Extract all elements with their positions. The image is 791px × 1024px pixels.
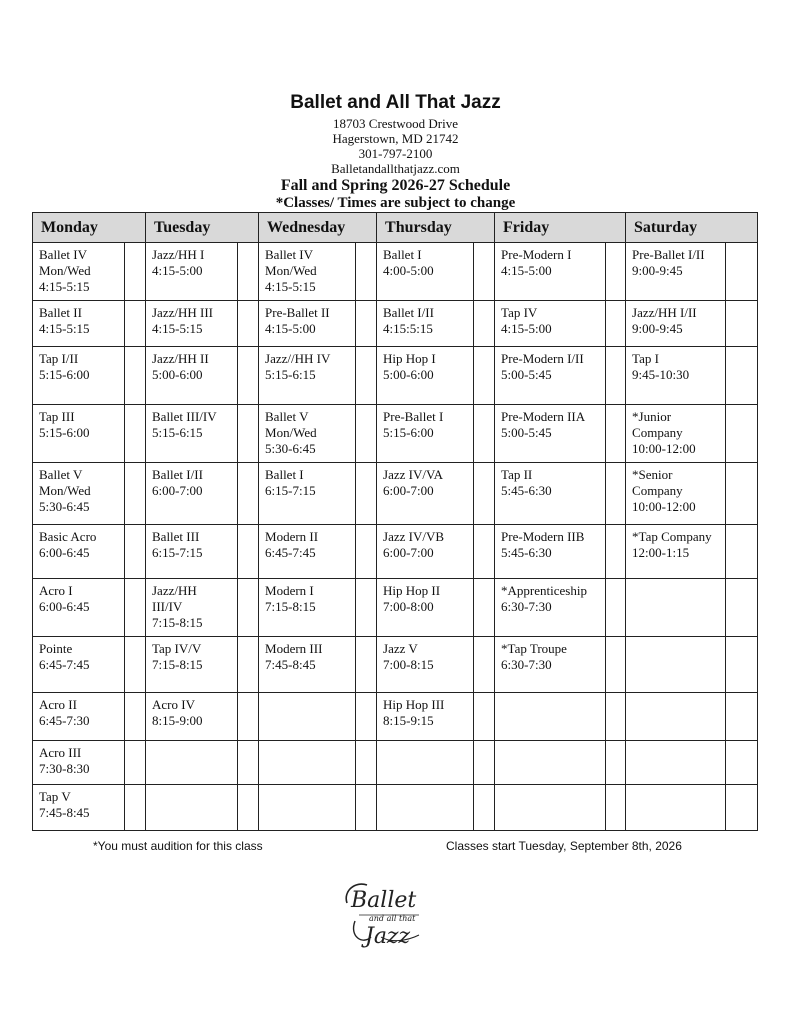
note-cell (474, 405, 495, 463)
class-cell-monday: Ballet II 4:15-5:15 (33, 301, 125, 347)
note-cell (474, 525, 495, 579)
class-cell-monday: Tap I/II 5:15-6:00 (33, 347, 125, 405)
class-cell-wednesday: Modern III 7:45-8:45 (259, 637, 356, 693)
class-cell-monday: Tap III 5:15-6:00 (33, 405, 125, 463)
schedule-row (33, 301, 758, 347)
class-cell-tuesday: Jazz/HH III 4:15-5:15 (146, 301, 238, 347)
note-cell (606, 741, 626, 785)
schedule-row (33, 243, 758, 301)
note-cell (606, 243, 626, 301)
class-cell-friday: Pre-Modern IIB 5:45-6:30 (495, 525, 606, 579)
note-cell (356, 463, 377, 525)
class-cell-thursday: Ballet I 4:00-5:00 (377, 243, 474, 301)
start-date-note: Classes start Tuesday, September 8th, 2026 (446, 839, 682, 853)
class-cell-thursday: Pre-Ballet I 5:15-6:00 (377, 405, 474, 463)
note-cell (474, 785, 495, 831)
logo-word-jazz: Jazz (365, 924, 411, 949)
note-cell (356, 243, 377, 301)
schedule-row (33, 463, 758, 525)
class-cell-tuesday: Ballet I/II 6:00-7:00 (146, 463, 238, 525)
class-cell-monday: Acro I 6:00-6:45 (33, 579, 125, 637)
class-cell-wednesday: Ballet V Mon/Wed 5:30-6:45 (259, 405, 356, 463)
class-cell-tuesday (146, 785, 238, 831)
studio-city: Hagerstown, MD 21742 (332, 131, 459, 146)
note-cell (606, 785, 626, 831)
logo-art (341, 877, 431, 949)
schedule-row (33, 525, 758, 579)
schedule-row (33, 741, 758, 785)
note-cell (238, 525, 259, 579)
class-cell-monday: Ballet V Mon/Wed 5:30-6:45 (33, 463, 125, 525)
class-cell-saturday: *Senior Company 10:00-12:00 (626, 463, 726, 525)
note-cell (356, 405, 377, 463)
class-cell-saturday: Pre-Ballet I/II 9:00-9:45 (626, 243, 726, 301)
note-cell (606, 347, 626, 405)
class-cell-tuesday: Ballet III/IV 5:15-6:15 (146, 405, 238, 463)
note-cell (726, 463, 758, 525)
class-cell-tuesday (146, 741, 238, 785)
note-cell (125, 347, 146, 405)
note-cell (726, 785, 758, 831)
note-cell (238, 693, 259, 741)
note-cell (125, 785, 146, 831)
note-cell (238, 741, 259, 785)
logo-word-and-all-that: and all that (369, 914, 416, 923)
schedule-row (33, 579, 758, 637)
class-cell-saturday (626, 637, 726, 693)
note-cell (474, 243, 495, 301)
note-cell (474, 347, 495, 405)
note-cell (356, 693, 377, 741)
note-cell (238, 243, 259, 301)
note-cell (238, 301, 259, 347)
note-cell (726, 579, 758, 637)
note-cell (606, 693, 626, 741)
logo-word-ballet: Ballet (351, 888, 417, 913)
class-cell-monday: Acro II 6:45-7:30 (33, 693, 125, 741)
class-cell-saturday (626, 785, 726, 831)
day-header-friday: Friday (495, 213, 626, 243)
class-cell-wednesday: Pre-Ballet II 4:15-5:00 (259, 301, 356, 347)
note-cell (726, 405, 758, 463)
note-cell (606, 525, 626, 579)
class-cell-friday: Pre-Modern I 4:15-5:00 (495, 243, 606, 301)
note-cell (474, 637, 495, 693)
note-cell (726, 741, 758, 785)
note-cell (238, 347, 259, 405)
note-cell (726, 347, 758, 405)
class-cell-tuesday: Jazz/HH I 4:15-5:00 (146, 243, 238, 301)
class-cell-monday: Pointe 6:45-7:45 (33, 637, 125, 693)
class-cell-friday: Pre-Modern I/II 5:00-5:45 (495, 347, 606, 405)
class-cell-tuesday: Acro IV 8:15-9:00 (146, 693, 238, 741)
note-cell (356, 301, 377, 347)
class-cell-tuesday: Tap IV/V 7:15-8:15 (146, 637, 238, 693)
class-cell-friday (495, 741, 606, 785)
class-cell-wednesday: Modern II 6:45-7:45 (259, 525, 356, 579)
note-cell (726, 525, 758, 579)
class-cell-friday: Tap IV 4:15-5:00 (495, 301, 606, 347)
note-cell (125, 693, 146, 741)
class-cell-monday: Ballet IV Mon/Wed 4:15-5:15 (33, 243, 125, 301)
class-cell-wednesday: Jazz//HH IV 5:15-6:15 (259, 347, 356, 405)
note-cell (125, 243, 146, 301)
class-cell-wednesday (259, 741, 356, 785)
class-cell-friday: *Tap Troupe 6:30-7:30 (495, 637, 606, 693)
note-cell (125, 405, 146, 463)
class-cell-saturday (626, 741, 726, 785)
note-cell (125, 463, 146, 525)
day-header-monday: Monday (33, 213, 146, 243)
note-cell (125, 637, 146, 693)
class-cell-friday: Pre-Modern IIA 5:00-5:45 (495, 405, 606, 463)
note-cell (356, 347, 377, 405)
studio-phone: 301-797-2100 (358, 146, 433, 161)
note-cell (238, 785, 259, 831)
class-cell-monday: Acro III 7:30-8:30 (33, 741, 125, 785)
note-cell (238, 637, 259, 693)
class-cell-wednesday: Modern I 7:15-8:15 (259, 579, 356, 637)
schedule-notice: *Classes/ Times are subject to change (275, 195, 516, 211)
class-cell-friday (495, 693, 606, 741)
class-cell-friday: Tap II 5:45-6:30 (495, 463, 606, 525)
class-cell-wednesday: Ballet I 6:15-7:15 (259, 463, 356, 525)
schedule-table (32, 212, 758, 831)
class-cell-thursday: Hip Hop I 5:00-6:00 (377, 347, 474, 405)
note-cell (125, 301, 146, 347)
schedule-title: Fall and Spring 2026-27 Schedule (280, 177, 511, 194)
class-cell-thursday (377, 741, 474, 785)
class-cell-wednesday (259, 785, 356, 831)
note-cell (474, 693, 495, 741)
class-cell-saturday (626, 579, 726, 637)
class-cell-tuesday: Jazz/HH III/IV 7:15-8:15 (146, 579, 238, 637)
class-cell-saturday: *Junior Company 10:00-12:00 (626, 405, 726, 463)
day-header-thursday: Thursday (377, 213, 495, 243)
note-cell (606, 463, 626, 525)
schedule-row (33, 637, 758, 693)
studio-logo (341, 877, 431, 949)
note-cell (474, 301, 495, 347)
class-cell-thursday: Jazz IV/VA 6:00-7:00 (377, 463, 474, 525)
note-cell (606, 579, 626, 637)
note-cell (606, 637, 626, 693)
note-cell (726, 637, 758, 693)
note-cell (125, 525, 146, 579)
class-cell-monday: Tap V 7:45-8:45 (33, 785, 125, 831)
class-cell-friday (495, 785, 606, 831)
note-cell (726, 301, 758, 347)
schedule-row (33, 347, 758, 405)
note-cell (125, 579, 146, 637)
studio-name: Ballet and All That Jazz (290, 92, 501, 113)
day-header-saturday: Saturday (626, 213, 758, 243)
note-cell (356, 579, 377, 637)
note-cell (606, 301, 626, 347)
class-cell-thursday (377, 785, 474, 831)
class-cell-monday: Basic Acro 6:00-6:45 (33, 525, 125, 579)
studio-website: Balletandallthatjazz.com (331, 161, 460, 176)
audition-note: *You must audition for this class (93, 839, 263, 853)
day-header-tuesday: Tuesday (146, 213, 259, 243)
note-cell (474, 463, 495, 525)
class-cell-saturday: Tap I 9:45-10:30 (626, 347, 726, 405)
class-cell-thursday: Jazz V 7:00-8:15 (377, 637, 474, 693)
note-cell (238, 405, 259, 463)
note-cell (125, 741, 146, 785)
class-cell-wednesday: Ballet IV Mon/Wed 4:15-5:15 (259, 243, 356, 301)
note-cell (474, 741, 495, 785)
day-header-wednesday: Wednesday (259, 213, 377, 243)
class-cell-thursday: Hip Hop II 7:00-8:00 (377, 579, 474, 637)
note-cell (238, 579, 259, 637)
schedule-row (33, 785, 758, 831)
class-cell-wednesday (259, 693, 356, 741)
note-cell (606, 405, 626, 463)
note-cell (356, 785, 377, 831)
note-cell (356, 525, 377, 579)
schedule-row (33, 405, 758, 463)
note-cell (474, 579, 495, 637)
schedule-row (33, 693, 758, 741)
note-cell (356, 741, 377, 785)
class-cell-thursday: Ballet I/II 4:15:5:15 (377, 301, 474, 347)
class-cell-saturday: *Tap Company 12:00-1:15 (626, 525, 726, 579)
note-cell (238, 463, 259, 525)
class-cell-thursday: Jazz IV/VB 6:00-7:00 (377, 525, 474, 579)
class-cell-saturday: Jazz/HH I/II 9:00-9:45 (626, 301, 726, 347)
note-cell (726, 243, 758, 301)
studio-street: 18703 Crestwood Drive (333, 116, 458, 131)
note-cell (356, 637, 377, 693)
class-cell-saturday (626, 693, 726, 741)
class-cell-tuesday: Ballet III 6:15-7:15 (146, 525, 238, 579)
class-cell-thursday: Hip Hop III 8:15-9:15 (377, 693, 474, 741)
day-header-row (33, 213, 758, 243)
note-cell (726, 693, 758, 741)
class-cell-tuesday: Jazz/HH II 5:00-6:00 (146, 347, 238, 405)
class-cell-friday: *Apprenticeship 6:30-7:30 (495, 579, 606, 637)
